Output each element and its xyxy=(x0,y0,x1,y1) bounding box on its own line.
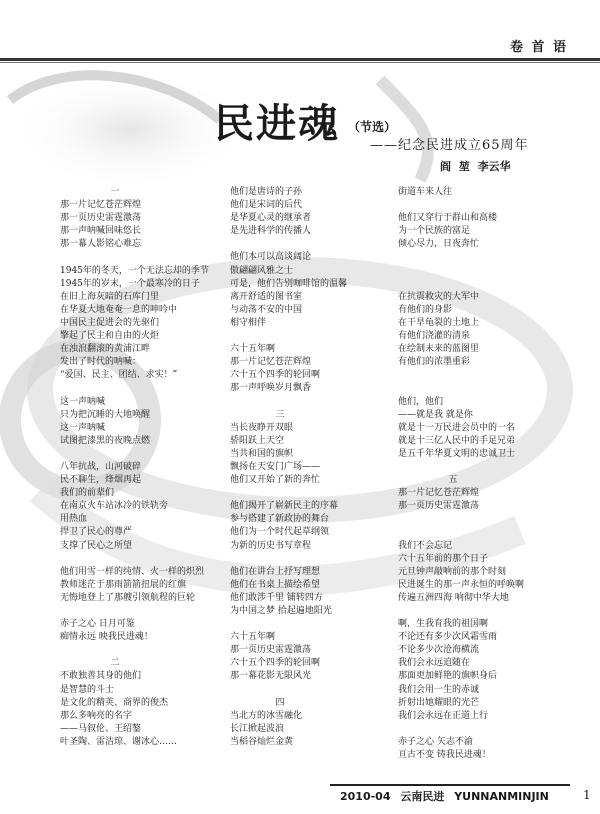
poem-line: 无悔地登上了那艘引领航程的巨轮 xyxy=(60,592,196,603)
page-number: 1 xyxy=(583,788,591,802)
poem-line: 赤子之心 矢志不渝 xyxy=(398,736,473,747)
poem-line: 飘扬在天安门广场—— xyxy=(230,461,321,472)
poem-line: 民不聊生，烽烟再起 xyxy=(60,475,142,486)
poem-line: 街道车来人往 xyxy=(398,187,453,197)
poem-line: 长江掀起波浪 xyxy=(230,723,285,734)
poem-line xyxy=(230,330,390,343)
poem-line: 六十五年啊 xyxy=(230,344,276,355)
poem-line: 捍卫了民心的尊严 xyxy=(60,527,133,538)
poem-line xyxy=(398,278,568,291)
poem-line: 传遍五洲四海 响彻中华大地 xyxy=(398,592,509,603)
poem-line: 有他们的浓墨重彩 xyxy=(398,357,471,368)
poem-line: 我们会永远在正道上行 xyxy=(398,710,489,721)
poem-line: 当长夜睁开双眼 xyxy=(230,422,294,433)
poem-line: 1945年的冬天，一个无法忘却的季节 xyxy=(60,265,209,276)
poem-line: “爱国、民主、团结、求实！” xyxy=(60,370,178,381)
poem-line xyxy=(60,553,230,566)
poem-line: 为中国之梦 拾起遍地阳光 xyxy=(230,606,332,616)
poem-line: 不论还有多少次风霜雪雨 xyxy=(398,632,498,643)
poem-line: 骄阳跃上天空 xyxy=(230,435,285,446)
poem-line: 六十五个四季的轮回啊 xyxy=(230,658,321,669)
poem-column-2 xyxy=(230,186,390,749)
poem-line xyxy=(60,382,230,395)
poem-line: 擎起了民主和自由的火炬 xyxy=(60,331,160,342)
poem-line: 折射出她耀眼的光芒 xyxy=(398,697,480,708)
poem-line: 他们在讲台上抒写理想 xyxy=(230,566,321,577)
footer xyxy=(340,788,555,804)
poem-line: 支撑了民心之所望 xyxy=(60,540,133,551)
poem-line: 他们揭开了崭新民主的序幕 xyxy=(230,501,339,512)
poem-line: ——就是我 就是你 xyxy=(398,409,473,420)
poem-line: 那一片记忆苍茫辉煌 xyxy=(60,200,142,211)
poem-line: 在浊浪翻滚的黄浦江畔 xyxy=(60,344,151,355)
poem-line: 六十五个四季的轮回啊 xyxy=(230,370,321,381)
poem-line: 在干旱龟裂的土地上 xyxy=(398,317,480,328)
poem-line: 教师迷茫于那雨箭箭扭展的红旗 xyxy=(60,579,187,590)
poem-line: 当北方的冰雪融化 xyxy=(230,710,303,721)
poem-line: 他们又穿行于群山和高楼 xyxy=(398,213,498,224)
poem-authors: 阎 堃 李云华 xyxy=(440,160,511,173)
poem-line xyxy=(398,369,568,382)
poem-line xyxy=(60,644,230,657)
section-heading: 四 xyxy=(275,697,285,708)
poem-line xyxy=(398,526,568,539)
poem-line: 为一个民族的富足 xyxy=(398,226,471,237)
poem-line: 在华夏大地奄奄一息的呻吟中 xyxy=(60,304,178,315)
poem-line: 我们不会忘记 xyxy=(398,540,453,551)
poem-line: 在绘制未来的蓝图里 xyxy=(398,344,480,355)
section-heading: 五 xyxy=(448,475,458,486)
poem-line: 不论多少次沧海横流 xyxy=(398,645,480,656)
poem-line xyxy=(230,487,390,500)
poem-line xyxy=(398,513,568,526)
poem-line: 用热血 xyxy=(60,514,88,525)
section-heading: 三 xyxy=(275,409,285,420)
poem-line xyxy=(398,605,568,618)
poem-line: ——马叙伦、王绍鏊 xyxy=(60,723,142,734)
poem-line: 他们又开始了新的奔忙 xyxy=(230,475,321,486)
poem-line xyxy=(230,396,390,409)
poem-line: 他们本可以高谈阔论 xyxy=(230,252,312,263)
poem-line: 他们为一个时代起草纲领 xyxy=(230,527,330,538)
poem-line xyxy=(230,553,390,566)
poem-line: 相守相伴 xyxy=(230,317,267,328)
section-heading: 二 xyxy=(110,658,120,669)
poem-line: 那一幕人影铭心难忘 xyxy=(60,239,142,250)
poem-line: 是五千年华夏文明的忠诚卫士 xyxy=(398,448,516,459)
poem-line xyxy=(398,265,568,278)
poem-line: 那一页历史雷霆激荡 xyxy=(230,645,312,656)
poem-line: 是智慧的斗士 xyxy=(60,684,115,695)
poem-line xyxy=(60,448,230,461)
poem-line: 我们会用一生的赤诚 xyxy=(398,684,480,695)
poem-line: 那面更加鲜艳的旗帜身后 xyxy=(398,671,498,682)
poem-line: 痴情永远 映我民进魂！ xyxy=(60,632,153,643)
poem-line: 他们敢涉千里 铺转四方 xyxy=(230,592,323,603)
title-note: （节选） xyxy=(348,120,397,134)
section-label: 卷 首 语 xyxy=(509,40,568,55)
poem-line: 参与搭建了新政协的舞台 xyxy=(230,514,330,525)
poem-line: 他们在书桌上描绘希望 xyxy=(230,579,321,590)
poem-line: 发出了时代的呐喊： xyxy=(60,357,142,368)
poem-line: 我们的前辈们 xyxy=(60,488,115,499)
poem-line: 我们会永远追随在 xyxy=(398,658,471,669)
poem-line: 这一声呐喊 xyxy=(60,422,106,433)
poem-line: 那一声呐喊回味悠长 xyxy=(60,226,142,237)
poem-line: 八年抗战，山河破碎 xyxy=(60,461,142,472)
poem-line: 只为把沉睡的大地唤醒 xyxy=(60,409,151,420)
poem-line xyxy=(398,251,568,264)
poem-line xyxy=(60,251,230,264)
poem-line: 是文化的精英、商界的俊杰 xyxy=(60,697,169,708)
poem-line: 啊，生我育我的祖国啊 xyxy=(398,619,489,630)
poem-line: 那一片记忆苍茫辉煌 xyxy=(398,488,480,499)
poem-line: 与动荡不安的中国 xyxy=(230,304,303,315)
poem-line: 中国民主促进会的先驱们 xyxy=(60,317,160,328)
poem-line: 六十五年前的那个日子 xyxy=(398,553,489,564)
poem-line: 倾心尽力，日夜奔忙 xyxy=(398,239,480,250)
poem-line: 有他们的身影 xyxy=(398,304,453,315)
poem-line: 那一声呼唤岁月飘香 xyxy=(230,383,312,394)
poem-line: 那一页历史雷霆激荡 xyxy=(60,213,142,224)
poem-line xyxy=(398,461,568,474)
poem-line xyxy=(398,199,568,212)
poem-line: 就是十三亿人民中的手足兄弟 xyxy=(398,435,516,446)
poem-line: 民进诞生的那一声永恒的呼唤啊 xyxy=(398,579,525,590)
issue-number: 2010-04 xyxy=(340,790,391,803)
poem-column-3 xyxy=(398,186,568,762)
poem-line: 那么多响亮的名字 xyxy=(60,710,133,721)
poem-line: 元旦钟声敲响前的那个时刻 xyxy=(398,566,507,577)
poem-line xyxy=(60,605,230,618)
poem-subtitle: ——纪念民进成立65周年 xyxy=(370,138,529,153)
poem-line: 这一声呐喊 xyxy=(60,396,106,407)
poem-line: 那一片记忆苍茫辉煌 xyxy=(230,357,312,368)
poem-line: 六十五年啊 xyxy=(230,632,276,643)
poem-line: 他们，他们 xyxy=(398,396,444,407)
poem-line: 可是，他们告别咖啡馆的温馨 xyxy=(230,278,348,289)
poem-line: 离开舒适的图书室 xyxy=(230,291,303,302)
poem-line: 在旧上海灰暗的石库门里 xyxy=(60,291,160,302)
poem-line: 是华夏心灵的继承者 xyxy=(230,213,312,224)
poem-line: 赤子之心 日月可鉴 xyxy=(60,619,135,630)
poem-line: 就是十一万民进会员中的一名 xyxy=(398,422,516,433)
poem-line xyxy=(230,684,390,697)
poem-line: 那一幕花影无限风光 xyxy=(230,671,312,682)
poem-line: 叶圣陶、雷洁琼、谢冰心…… xyxy=(60,736,178,747)
poem-line: 试图把漆黑的夜晚点燃 xyxy=(60,435,151,446)
poem-line: 有他们浇灌的清泉 xyxy=(398,331,471,342)
poem-line: 为新的历史书写章程 xyxy=(230,540,312,551)
poem-line: 是先进科学的传播人 xyxy=(230,226,312,237)
poem-title: 民进魂 xyxy=(214,101,340,147)
poem-line: 当稻谷灿烂金黄 xyxy=(230,736,294,747)
poem-line xyxy=(398,723,568,736)
poem-line xyxy=(230,238,390,251)
magazine-name-cn: 云南民进 xyxy=(400,790,445,803)
poem-line: 不敢独善其身的他们 xyxy=(60,671,142,682)
poem-line: 在南京火车站冰冷的铁轨旁 xyxy=(60,501,169,512)
poem-line: 那一页历史雷霆激荡 xyxy=(398,501,480,512)
poem-line: 他们是宋词的后代 xyxy=(230,200,303,211)
poem-line: 他们用雪一样的纯情、火一样的炽烈 xyxy=(60,566,205,577)
poem-line xyxy=(398,382,568,395)
section-heading: 一 xyxy=(110,187,120,197)
poem-line: 在抗震救灾的大军中 xyxy=(398,291,480,302)
footer-rule xyxy=(330,784,570,786)
poem-line: 亘古不变 铸我民进魂！ xyxy=(398,750,491,761)
poem-line: 1945年的岁末，一个最寒冷的日子 xyxy=(60,278,200,289)
poem-column-1 xyxy=(60,186,230,749)
poem-line: 当共和国的旗帜 xyxy=(230,448,294,459)
poem-line xyxy=(230,618,390,631)
poem-line: 傲翩翩风雅之士 xyxy=(230,265,294,276)
poem-line: 他们是唐诗的子孙 xyxy=(230,187,303,197)
magazine-name-en: YUNNANMINJIN xyxy=(454,790,549,803)
